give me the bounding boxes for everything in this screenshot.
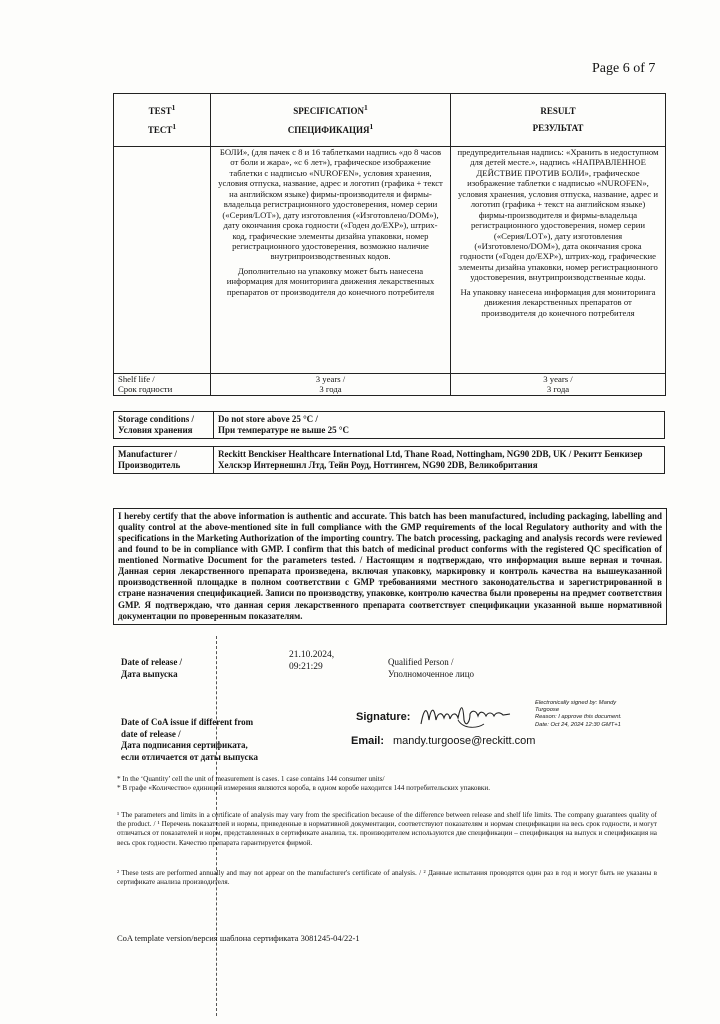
footnote-1: ¹ The parameters and limits in a certificate of analysis may vary from the specification because of the difference between release and shelf life limits. The company guarantees quality of the product. / ¹ Перечень показателей и нормы, приведенные в нормативной документации, соответствуют показателям и нормам спецификации на весь срок годности, и могут отличаться от показателей и норм, представленных в сертификате анализа, т.к. производителем используются две спецификации – спецификация на выпуск и спецификация на весь срок годности. Качество препарата гарантируется фирмой. — [117, 811, 657, 847]
shelf-life-result: 3 years / 3 года — [451, 374, 666, 396]
storage-label: Storage conditions / Условия хранения — [114, 412, 214, 439]
header-result: RESULT РЕЗУЛЬТАТ — [451, 94, 666, 147]
storage-value: Do not store above 25 °C / При температуре не выше 25 °C — [214, 412, 665, 439]
certification-statement: I hereby certify that the above information is authentic and accurate. This batch has been manufactured, including packaging, labelling and quality control at the above-mentioned site in full compliance with the GMP requirements of the local Regulatory authority and with the specifications in the Marketing Authorization of the importing country. The batch processing, packaging and analysis records were reviewed and found to be in compliance with GMP. I confirm that this batch of medicinal product conforms with the registered QC specification of mentioned Normative Document for the parameters tested. / Настоящим я подтверждаю, что информация выше верная и точная. Данная серия лекарственного препарата произведена, включая упаковку, маркировку и контроль качества на вышеуказанной производственной площадке в полном соответствии с GMP требованиями местного законодательства и зарегистрированной в стране назначения спецификацией. Записи по производству, упаковке, контролю качества были проверены на предмет соответствия GMP. Я подтверждаю, что данная серия лекарственного препарата соответствует спецификации указанной выше нормативной документации по проверенным показателям. — [113, 508, 667, 625]
header-specification: SPECIFICATION$^1$ СПЕЦИФИКАЦИЯ$^1$ — [211, 94, 451, 147]
signature-label: Signature: — [356, 711, 411, 723]
manufacturer-table — [113, 446, 665, 474]
spec-text-2: Дополнительно на упаковку может быть нанесена информация для мониторинга движения лекарственных препаратов от производителя до конечного потребителя — [226, 265, 435, 297]
email-value: mandy.turgoose@reckitt.com — [393, 735, 536, 747]
footnote-2: ² These tests are performed annually and may not appear on the manufacturer's certificate of analysis. / ² Данные испытания проводятся один раз в год и могут быть не указаны в сертификате анализа производителя. — [117, 869, 657, 887]
result-text-2: На упаковку нанесена информация для мониторинга движения лекарственных препаратов от производителя до конечного потребителя — [460, 286, 656, 318]
email-label: Email: — [351, 735, 385, 747]
header-test: TEST$^1$ ТЕСТ$^1$ — [114, 94, 211, 147]
page-number: Page 6 of 7 — [592, 61, 656, 76]
result-cell — [451, 147, 666, 374]
electronic-signature-stamp: Electronically signed by: Mandy Turgoose Reason: I approve this document. Date: Oct 24, 2024 12:30 GMT+1 — [535, 700, 622, 728]
table-row-shelf-life — [114, 374, 666, 396]
spec-cell — [211, 147, 451, 374]
table-row — [114, 447, 665, 474]
coa-issue-date-label: Date of CoA issue if different from date of release / Дата подписания сертификата, если отличается от даты выпуска — [121, 717, 259, 763]
handwritten-signature — [418, 700, 513, 730]
qualified-person-label: Qualified Person / Уполномоченное лицо — [388, 657, 475, 679]
template-version-footer: CoA template version/версия шаблона сертификата 3081245-04/22-1 — [117, 933, 360, 943]
quantity-note: * In the ‘Quantity’ cell the unit of measurement is cases. 1 case contains 144 consumer units/ * В графе «Количество» единицей измерения являются короба, в одном коробе находится 144 потребительских упаковки. — [117, 775, 491, 793]
storage-table — [113, 411, 665, 439]
shelf-life-label: Shelf life / Срок годности — [114, 374, 211, 396]
result-text-1: предупредительная надпись: «Хранить в недоступном для детей месте.», надпись «НАПРАВЛЕННОЕ ДЕЙСТВИЕ ПРОТИВ БОЛИ», графическое изображение таблетки с надписью «NUROFEN», условия хранения, условия отпуска, название, адрес и логотип (графика + текст на английском языке) фирмы-производителя и фирмы-владельца регистрационного удостоверения, номер серии («Серия/LOT»), дату изготовления («Изготовлено/DOM»), дата окончания срока годности («Годен до/EXP»), штрих-код, графические элементы дизайна упаковки, номер регистрационного удостоверения, внутрипроизводственные коды. — [457, 147, 659, 283]
release-date-label: Date of release / Дата выпуска — [121, 657, 183, 679]
table-row — [114, 147, 666, 374]
spec-text-1: БОЛИ», (для пачек с 8 и 16 таблетками надпись «до 8 часов от боли и жара», «с 6 лет»), графическое изображение таблетки с надписью «NUROFEN», условия хранения, условия отпуска, название, адрес и логотип (графика + текст на английском языке) фирмы-производителя и фирмы-владельца регистрационного удостоверения, номер серии («Серия/LOT»), дату изготовления («Изготовлено/DOM»), дату окончания срока годности («Годен до/EXP»), штрих-код, графические элементы дизайна упаковки, номер регистрационного удостоверения, возможно наличие внутрипроизводственных кодов. — [218, 147, 443, 262]
shelf-life-spec: 3 years / 3 года — [211, 374, 451, 396]
specification-table — [113, 93, 666, 396]
release-date-value: 21.10.2024, 09:21:29 — [289, 650, 335, 673]
table-row — [114, 412, 665, 439]
manufacturer-label: Manufacturer / Производитель — [114, 447, 214, 474]
table-header-row — [114, 94, 666, 147]
manufacturer-value: Reckitt Benckiser Healthcare International Ltd, Thane Road, Nottingham, NG90 2DB, UK / Рекитт Бенкизер Хелскэр Интернешнл Лтд, Тейн Роуд, Ноттингем, NG90 2DB, Великобритания — [214, 447, 665, 474]
